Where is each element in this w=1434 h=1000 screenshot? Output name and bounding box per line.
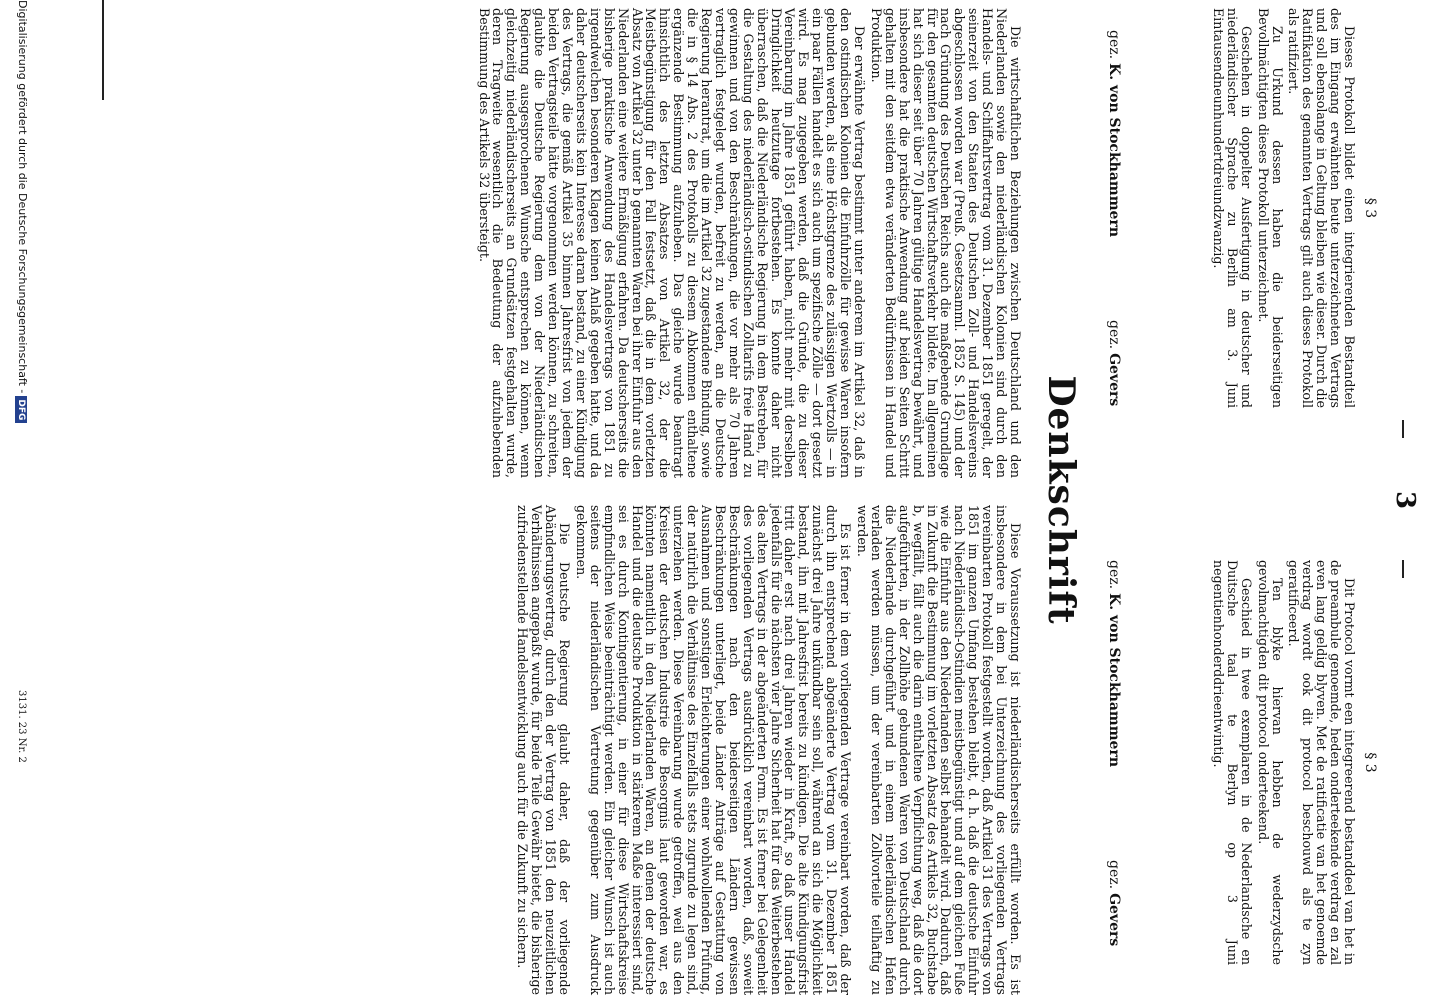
signature bbox=[1106, 320, 1122, 406]
digitization-note bbox=[15, 0, 29, 423]
document-title: Denkschrift bbox=[1040, 375, 1082, 625]
signature-prefix: gez. bbox=[1106, 320, 1122, 350]
german-protocol-column bbox=[1208, 8, 1376, 408]
memorandum-paragraph: Es ist ferner in dem vorliegenden Vertrage vereinbart worden, daß der durch ihn entsprechend abgeänderte Vertrag vom 31. Dezember 1851 zunächst drei Jahre unkündbar sein soll, während an sich die Möglichkeit bestand, ihn mit Jahresfrist bereits zu kündigen. Die alte Kündigungsfrist tritt daher erst nach drei Jahren wieder in Kraft, so daß unser Handel jedenfalls für die nächsten vier Jahre Sicherheit hat für das Weiterbestehen des alten Vertrags in der abgeänderten Form. Es ist ferner bei Gelegenheit des vorliegenden Vertrags ausdrücklich vereinbart worden, daß, soweit Beschränkungen nach den beiderseitigen Ländern gewissen Beschränkungen unterliegt, beide Länder Anträge auf Gestattung von Ausnahmen und sonstigen Erleichterungen einer wohlwollenden Prüfung, der natürlich die Verhältnisse des Einzelfalls stets zugrunde zu legen sind, unterziehen werden. Diese Vereinbarung wurde getroffen, weil aus den Kreisen der deutschen Industrie die Besorgnis laut geworden war, es könnten namentlich in den Niederlanden Waren, an denen der deutsche Handel und die deutsche Produktion in stärkerem Maße interessiert sind, sei es durch Kontingentierung, in einer für diese Wirtschaftskreise empfindlichen Weise beeinträchtigt werden. Ein gleicher Wunsch ist auch seitens der niederländischen Vertretung gegenüber zum Ausdruck gekommen. bbox=[573, 505, 854, 995]
dfg-logo: DFG bbox=[15, 396, 27, 423]
signature-prefix: gez. bbox=[1106, 860, 1122, 890]
memorandum-paragraph: Die Deutsche Regierung glaubt daher, daß der vorliegende Abänderungsvertrag, durch den der Vertrag von 1851 den neuzeitlichen Verhältnissen angepaßt wurde, für beide Teile Gewähr bietet, die bisherige zufriedenstellende Handelsentwicklung auch für die Zukunft zu sichern. bbox=[515, 505, 572, 995]
dutch-protocol-paragraph: Dit Protocol vormt een integreerend bestanddeel van het in de preambule genoemde, heden onderteekende verdrag en zal even lang geldig blyven. Met de ratificatie van het genoemde verdrag wordt ook dit protocol beschouwd als te zyn geratificeerd. bbox=[1286, 560, 1358, 965]
header-dash-right bbox=[1402, 560, 1404, 578]
dutch-protocol-column bbox=[1208, 560, 1376, 965]
german-protocol-paragraph: Geschehen in doppelter Ausfertigung in deutscher und niederländischer Sprache zu Berlin am 3. Juni Eintausendneunhundertdreiundzwanzig. bbox=[1210, 8, 1254, 408]
dutch-section-heading: § 3 bbox=[1362, 752, 1378, 773]
signature-name: Gevers bbox=[1106, 893, 1122, 947]
archive-code: 3131. 23 Nr. 2 bbox=[16, 690, 27, 763]
digitization-text: Digitalisierung gefördert durch die Deutsche Forschungsgemeinschaft - bbox=[16, 0, 29, 394]
signature-prefix: gez. bbox=[1106, 560, 1122, 590]
signature bbox=[1106, 30, 1122, 237]
signature bbox=[1106, 860, 1122, 946]
dutch-protocol-paragraph: Ten blyke hiervan hebben de wederzydsche gevolmachtigden dit protocol onderteekend. bbox=[1255, 560, 1285, 965]
dutch-protocol-paragraph: Geschied in twee exemplaren in de Nederlandsche en Duitsche taal te Berlyn op 3 Juni negentienhonderddrieentwintig. bbox=[1210, 560, 1254, 965]
signature-name: K. von Stockhammern bbox=[1106, 593, 1122, 767]
signature bbox=[1106, 560, 1122, 767]
memorandum-paragraph: Die wirtschaftlichen Beziehungen zwischen Deutschland und den Niederlanden sowie den niederländischen Kolonien sind durch den Handels- und Schiffahrtsvertrag vom 31. Dezember 1851 geregelt, der seinerzeit von den Staaten des Deutschen Zoll- und Handelsvereins abgeschlossen worden war (Preuß. Gesetzsamml. 1852 S. 145) und der nach Gründung des Deutschen Reichs auch die maßgebende Grundlage für den gesamten deutschen Wirtschaftsverkehr bildete. Im allgemeinen hat sich dieser seit über 70 Jahren gültige Handelsvertrag bewährt, und insbesondere hat die praktische Anwendung auf beiden Seiten Schritt gehalten mit den seitdem etwa veränderten Bedürfnissen in Handel und Produktion. bbox=[868, 8, 1023, 478]
memorandum-paragraph: Der erwähnte Vertrag bestimmt unter anderem im Artikel 32, daß in den ostindischen Kolonien die Einfuhrzölle für gewisse Waren insofern gebunden werden, als eine Höchstgrenze des zulässigen Wertzolls — in ein paar Fällen handelt es sich auch um spezifische Zölle — dort gesetzt wird. Es mag zugegeben werden, daß die Gründe, die zu dieser Vereinbarung im Jahre 1851 geführt haben, nicht mehr mit derselben Dringlichkeit heutzutage fortbestehen. Es konnte daher nicht überraschen, daß die Niederländische Regierung in dem Bestreben, für die Gestaltung des niederländisch-ostindischen Zolltarifs freie Hand zu gewinnen und von den Beschränkungen, die vor mehr als 70 Jahren vertraglich festgelegt wurden, befreit zu werden, an die Deutsche Regierung herantrat, um die im Artikel 32 zugestandene Bindung, sowie die in § 14 Abs. 2 des Protokolls zu diesem Abkommen enthaltene ergänzende Bestimmung aufzuheben. Das gleiche wurde beantragt hinsichtlich des letzten Absatzes von Artikel 32, der die Meistbegünstigung für den Fall festsetzt, daß die in dem vorletzten Absatz von Artikel 32 unter b genannten Waren bei ihrer Einfuhr aus den Niederlanden eine weitere Ermäßigung erfahren. Da deutscherseits die bisherige praktische Anwendung des Handelsvertrags von 1851 zu irgendwelchen besonderen Klagen keinen Anlaß gegeben hatte, und da daher deutscherseits kein Interesse daran bestand, zu einer Kündigung des Vertrags, die gemäß Artikel 35 binnen Jahresfrist von jedem der beiden Vertragsteile hätte vorgenommen werden können, zu schreiten, glaubte die Deutsche Regierung dem von der Niederländischen Regierung ausgesprochenen Wunsche entsprechen zu können, wenn gleichzeitig niederländischerseits an Grundsätzen festgehalten wurde, deren Tragweite wesentlich die Bedeutung der aufzuhebenden Bestimmung des Artikels 32 übersteigt. bbox=[476, 8, 868, 478]
signature-name: K. von Stockhammern bbox=[1106, 63, 1122, 237]
signature-name: Gevers bbox=[1106, 353, 1122, 407]
margin-rule bbox=[102, 0, 104, 100]
page-footer bbox=[0, 0, 39, 1000]
german-section-heading: § 3 bbox=[1362, 197, 1378, 219]
signature-prefix: gez. bbox=[1106, 30, 1122, 60]
page-number: 3 bbox=[1390, 490, 1420, 510]
memorandum-left-column bbox=[474, 8, 1022, 478]
page-header bbox=[1390, 0, 1434, 1000]
memorandum-right-column bbox=[512, 505, 1022, 995]
memorandum-paragraph: Diese Voraussetzung ist niederländischerseits erfüllt worden. Es ist insbesondere in dem bei Unterzeichnung des vorliegenden Vertrags vereinbarten Protokoll festgestellt worden, daß Artikel 31 des Vertrags von 1851 im ganzen Umfang bestehen bleibt, d. h. daß die deutsche Einfuhr nach Niederländisch-Ostindien meistbegünstigt und auf dem gleichen Fuße wie die Einfuhr aus den Niederlanden selbst behandelt wird. Dadurch, daß in Zukunft die Bestimmung im vorletzten Absatz des Artikels 32, Buchstabe b, wegfällt, fällt auch die darin enthaltene Verpflichtung weg, daß die dort aufgeführten, in der Zollhöhe gebundenen Waren von Deutschland durch die Niederlande durchgeführt und in einem niederländischen Hafen verladen werden müssen, um der vereinbarten Zollvorteile teilhaftig zu werden. bbox=[855, 505, 1023, 995]
german-protocol-paragraph: Dieses Protokoll bildet einen integrierenden Bestandteil des im Eingang erwähnten heute unterzeichneten Vertrags und soll ebensolange in Geltung bleiben wie dieser. Durch die Ratifikation des genannten Vertrags gilt auch dieses Protokoll als ratifiziert. bbox=[1286, 8, 1358, 408]
german-protocol-paragraph: Zu Urkund dessen haben die beiderseitigen Bevollmächtigten dieses Protokoll unterzeichnet. bbox=[1255, 8, 1285, 408]
